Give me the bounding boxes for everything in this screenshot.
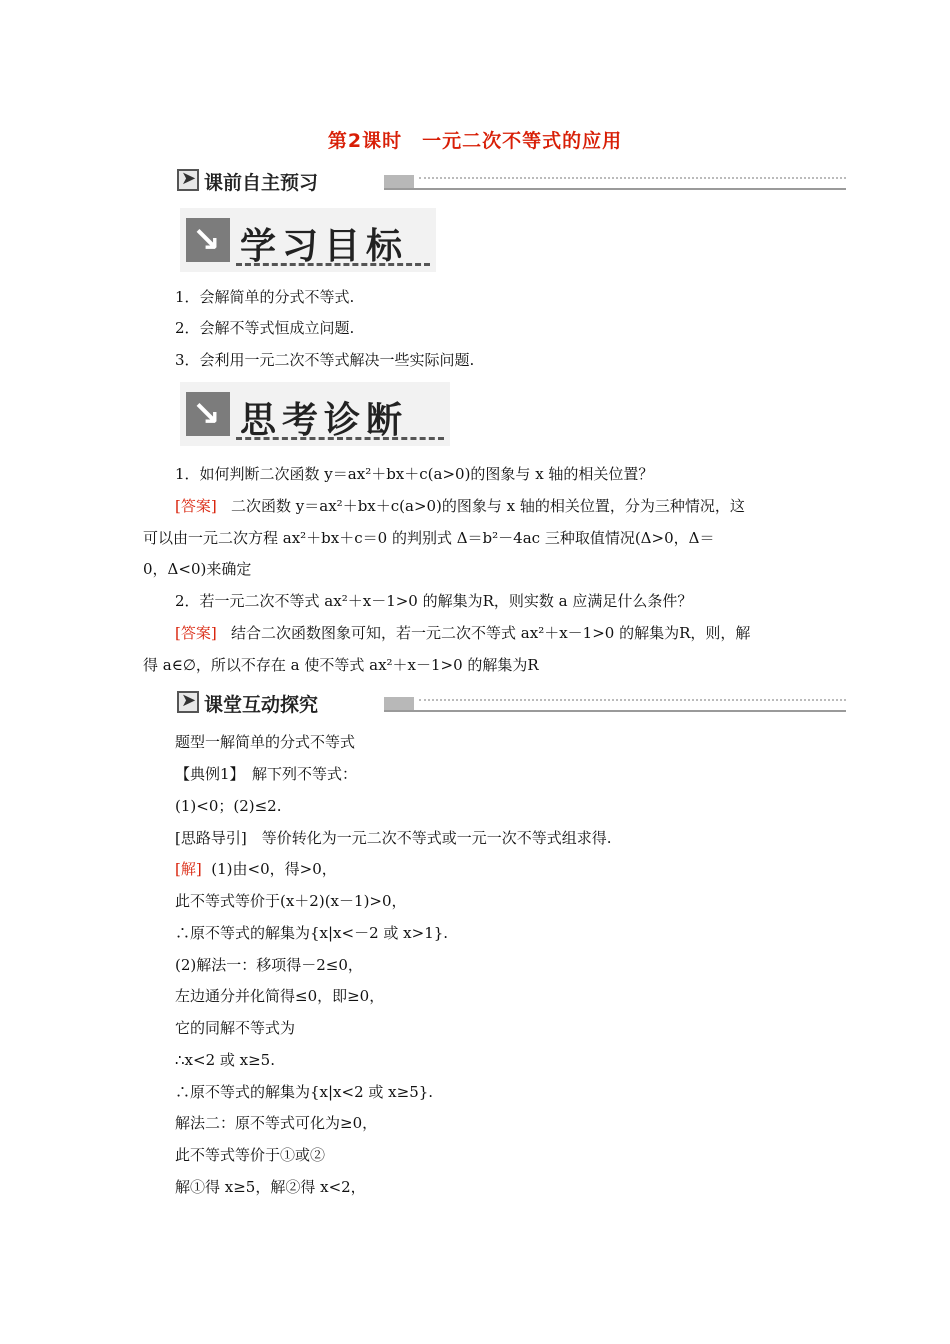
question-2: 2．若一元二次不等式 ax²＋x－1>0 的解集为R，则实数 a 应满足什么条件？ xyxy=(175,592,693,610)
section-title: 课堂互动探究 xyxy=(204,694,319,716)
body-line: 解①得 x≥5，解②得 x<2， xyxy=(175,1178,366,1196)
banner-dash xyxy=(236,437,444,440)
section-bar xyxy=(384,697,414,710)
body-line: 左边通分并化简得≤0，即≥0， xyxy=(175,987,385,1005)
example-heading: 【典例1】 解下列不等式： xyxy=(175,765,358,783)
banner-thinking-diagnosis xyxy=(180,382,450,446)
section-bar xyxy=(384,175,414,188)
body-line: [思路导引] 等价转化为一元二次不等式或一元一次不等式组求得. xyxy=(175,829,612,847)
section-rule xyxy=(384,188,846,190)
topic-heading: 题型一解简单的分式不等式 xyxy=(175,733,356,751)
body-line: 此不等式等价于(x＋2)(x－1)>0， xyxy=(175,892,407,910)
banner-title: 思考诊断 xyxy=(240,400,409,441)
body-line: 此不等式等价于①或② xyxy=(175,1146,326,1164)
double-arrow-icon: ↘ xyxy=(186,392,230,436)
answer-1-line: 可以由一元二次方程 ax²＋bx＋c＝0 的判别式 Δ＝b²－4ac 三种取值情况(Δ>0，Δ＝ xyxy=(143,529,715,547)
body-line: ∴原不等式的解集为{x|x<－2 或 x>1}. xyxy=(175,924,449,942)
body-line: 解法二：原不等式可化为≥0， xyxy=(175,1114,378,1132)
section-header-preview xyxy=(174,166,846,194)
solution-tag: [解] xyxy=(175,860,202,878)
goal-item: 2．会解不等式恒成立问题. xyxy=(175,319,355,337)
body-line: (2)解法一：移项得－2≤0， xyxy=(175,956,363,974)
banner-learning-goals xyxy=(180,208,436,272)
section-rule xyxy=(384,710,846,712)
body-line: 它的同解不等式为 xyxy=(175,1019,296,1037)
question-1: 1．如何判断二次函数 y＝ax²＋bx＋c(a>0)的图象与 x 轴的相关位置？ xyxy=(175,465,654,483)
answer-1-line: 0，Δ<0)来确定 xyxy=(143,560,252,578)
answer-text: 二次函数 y＝ax²＋bx＋c(a>0)的图象与 x 轴的相关位置，分为三种情况，这 xyxy=(231,497,745,515)
body-line: ∴x<2 或 x≥5. xyxy=(175,1051,275,1069)
section-dots xyxy=(419,177,846,181)
body-line: ∴原不等式的解集为{x|x<2 或 x≥5}. xyxy=(175,1083,434,1101)
section-dots xyxy=(419,699,846,703)
arrow-icon: ➤ xyxy=(177,169,199,191)
answer-2-line: 得 a∈∅，所以不存在 a 使不等式 ax²＋x－1>0 的解集为R xyxy=(143,656,539,674)
answer-tag: [答案] xyxy=(175,624,217,642)
goal-item: 1．会解简单的分式不等式. xyxy=(175,288,355,306)
answer-2-line xyxy=(175,623,750,643)
section-header-classroom xyxy=(174,688,846,716)
answer-text: 结合二次函数图象可知，若一元二次不等式 ax²＋x－1>0 的解集为R，则，解 xyxy=(231,624,751,642)
body-line: (1)<0；(2)≤2. xyxy=(175,797,282,815)
section-title: 课前自主预习 xyxy=(204,172,319,194)
solution-line xyxy=(175,859,337,879)
answer-1-line xyxy=(175,496,806,516)
solution-text: (1)由<0，得>0， xyxy=(211,860,337,878)
double-arrow-icon: ↘ xyxy=(186,218,230,262)
arrow-icon: ➤ xyxy=(177,691,199,713)
banner-title: 学习目标 xyxy=(240,226,409,267)
banner-dash xyxy=(236,263,430,266)
goal-item: 3．会利用一元二次不等式解决一些实际问题. xyxy=(175,351,475,369)
answer-tag: [答案] xyxy=(175,497,217,515)
page-title: 第2课时 一元二次不等式的应用 xyxy=(327,130,623,152)
